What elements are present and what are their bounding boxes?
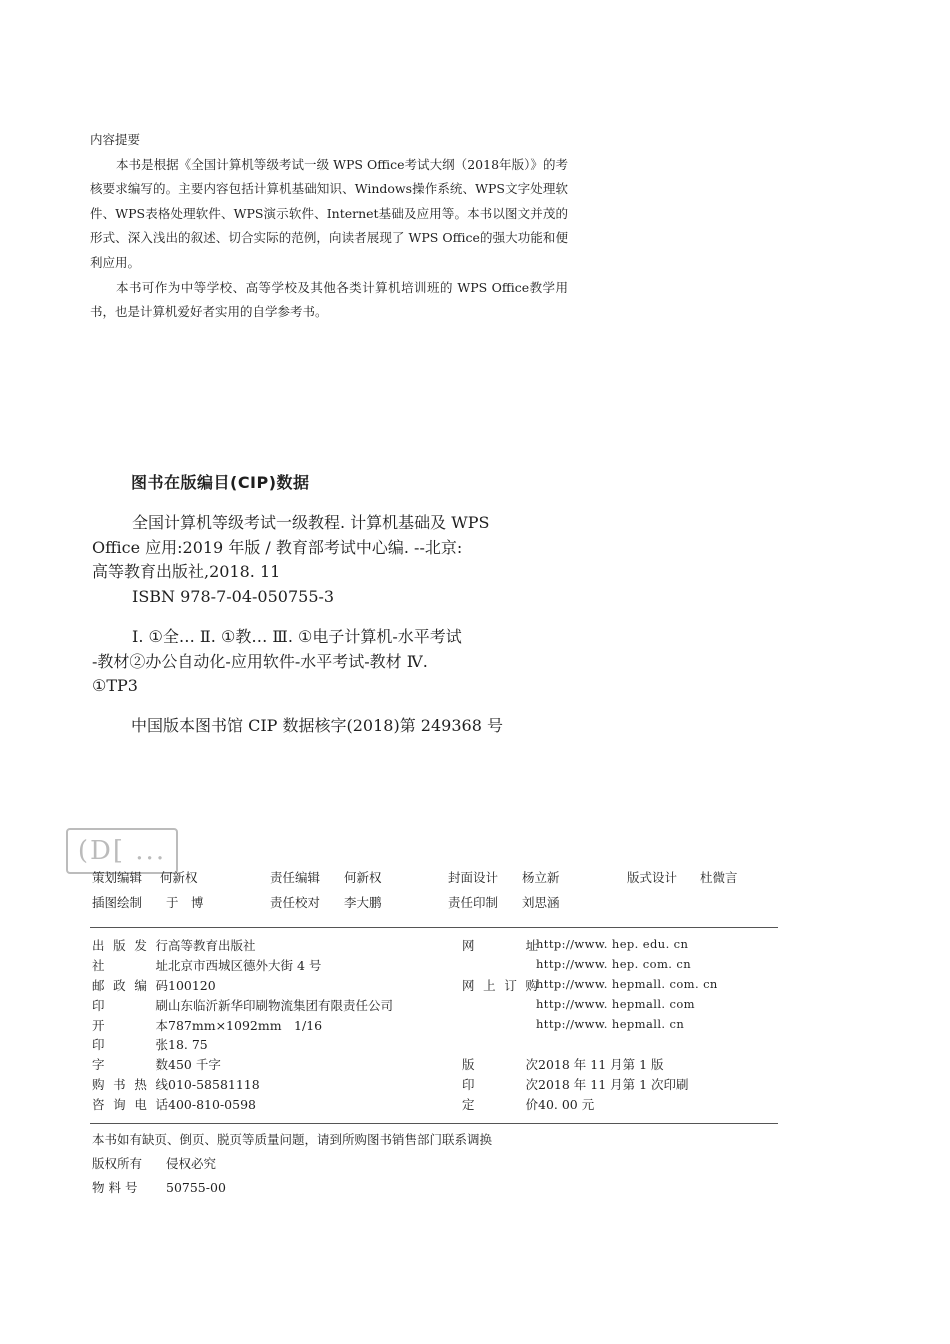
cip-line: 高等教育出版社,2018. 11 xyxy=(92,562,281,581)
info-price xyxy=(462,1095,594,1113)
credit-cover-design xyxy=(448,868,560,886)
abstract-heading: 内容提要 xyxy=(90,132,141,147)
footer-label: 版权所有 xyxy=(92,1156,143,1171)
credit-layout-design xyxy=(627,868,738,886)
info-value: 100120 xyxy=(168,978,216,993)
cip-number: 中国版本图书馆 CIP 数据核字(2018)第 249368 号 xyxy=(131,716,503,735)
info-label: 定 价 xyxy=(462,1097,538,1112)
info-hotline xyxy=(92,1075,260,1093)
info-label: 社 址 xyxy=(92,958,168,973)
info-printer xyxy=(92,996,393,1014)
info-format xyxy=(92,1016,322,1034)
info-label: 版 次 xyxy=(462,1057,538,1072)
info-word-count xyxy=(92,1055,221,1073)
info-website xyxy=(462,936,538,954)
footer-value: 侵权必究 xyxy=(166,1156,217,1171)
cip-line: Office 应用:2019 年版 / 教育部考试中心编. --北京: xyxy=(92,537,463,557)
cip-classification xyxy=(92,625,612,699)
credit-proofreading xyxy=(270,893,382,911)
credit-value: 李大鹏 xyxy=(344,895,382,910)
info-impression xyxy=(462,1075,689,1093)
info-online-order xyxy=(462,976,538,994)
abstract-paragraph-1: 本书是根据《全国计算机等级考试一级 WPS Office考试大纲（2018年版）》的考核要求编写的。主要内容包括计算机基础知识、Windows操作系统、WPS文字处理软件、WPS表格处理软件、WPS演示软件、Internet基础及应用等。本书以图文并茂的形式、深入浅出的叙述、切合实际的范例，向读者展现了 WPS Office的强大功能和便利应用。 xyxy=(90,156,568,270)
credit-value: 于 博 xyxy=(166,895,204,910)
cip-isbn: ISBN 978-7-04-050755-3 xyxy=(132,586,335,606)
credit-illustration xyxy=(92,893,204,911)
info-label: 出版发行 xyxy=(92,938,168,953)
info-sheets xyxy=(92,1035,208,1053)
credit-label: 责任印制 xyxy=(448,895,499,910)
info-value: 450 千字 xyxy=(168,1057,221,1072)
order-link-3[interactable]: http://www. hepmall. cn xyxy=(536,1017,685,1031)
order-link-2[interactable]: http://www. hepmall. com xyxy=(536,997,695,1011)
material-number-line xyxy=(92,1178,226,1196)
credit-value: 何新权 xyxy=(344,870,382,885)
info-label: 邮政编码 xyxy=(92,978,168,993)
cip-record xyxy=(92,511,562,609)
info-value: 400-810-0598 xyxy=(168,1097,256,1112)
stamp-text: (D[ ... xyxy=(77,836,167,866)
info-address xyxy=(92,956,321,974)
divider-bottom xyxy=(90,1123,778,1124)
info-label: 购书热线 xyxy=(92,1077,168,1092)
info-value: 山东临沂新华印刷物流集团有限责任公司 xyxy=(168,998,394,1013)
info-value: 010-58581118 xyxy=(168,1077,260,1092)
info-label: 网 址 xyxy=(462,938,538,953)
credit-value: 杜微言 xyxy=(700,870,738,885)
cip-line: ①TP3 xyxy=(92,676,138,695)
order-link-1[interactable]: http://www. hepmall. com. cn xyxy=(536,977,718,991)
info-edition xyxy=(462,1055,664,1073)
info-value: 北京市西城区德外大街 4 号 xyxy=(168,958,322,973)
website-link-2[interactable]: http://www. hep. com. cn xyxy=(536,957,692,971)
cip-line: 全国计算机等级考试一级教程. 计算机基础及 WPS xyxy=(132,513,490,532)
copyright-line xyxy=(92,1154,216,1172)
website-link-1[interactable]: http://www. hep. edu. cn xyxy=(536,937,689,951)
credit-label: 责任校对 xyxy=(270,895,321,910)
info-label: 网上订购 xyxy=(462,978,538,993)
cip-title: 图书在版编目(CIP)数据 xyxy=(131,473,310,492)
cip-line: Ⅰ. ①全… Ⅱ. ①教… Ⅲ. ①电子计算机-水平考试 xyxy=(132,627,462,646)
info-label: 咨询电话 xyxy=(92,1097,168,1112)
credit-planning-editor xyxy=(92,868,198,886)
info-value: 18. 75 xyxy=(168,1037,208,1052)
abstract-paragraph-2: 本书可作为中等学校、高等学校及其他各类计算机培训班的 WPS Office教学用书，也是计算机爱好者实用的自学参考书。 xyxy=(90,279,568,320)
info-label: 字 数 xyxy=(92,1057,168,1072)
info-label: 开 本 xyxy=(92,1018,168,1033)
info-publisher xyxy=(92,936,256,954)
cip-line: -教材②办公自动化-应用软件-水平考试-教材 Ⅳ. xyxy=(92,651,428,671)
info-value: 高等教育出版社 xyxy=(168,938,256,953)
info-postcode xyxy=(92,976,216,994)
info-label: 印 次 xyxy=(462,1077,538,1092)
credit-value: 刘思涵 xyxy=(522,895,560,910)
credit-label: 策划编辑 xyxy=(92,870,143,885)
credit-value: 何新权 xyxy=(160,870,198,885)
footer-label: 物 料 号 xyxy=(92,1180,138,1195)
credit-responsible-editor xyxy=(270,868,382,886)
footer-value: 50755-00 xyxy=(166,1180,226,1195)
quality-notice: 本书如有缺页、倒页、脱页等质量问题，请到所购图书销售部门联系调换 xyxy=(92,1132,493,1147)
abstract-section xyxy=(90,128,568,325)
credit-label: 封面设计 xyxy=(448,870,499,885)
info-value: 2018 年 11 月第 1 版 xyxy=(538,1057,664,1072)
credit-printing xyxy=(448,893,560,911)
credit-label: 插图绘制 xyxy=(92,895,143,910)
credit-label: 责任编辑 xyxy=(270,870,321,885)
info-consult xyxy=(92,1095,256,1113)
info-value: 787mm×1092mm 1/16 xyxy=(168,1018,323,1033)
info-label: 印 张 xyxy=(92,1037,168,1052)
info-value: 2018 年 11 月第 1 次印刷 xyxy=(538,1077,689,1092)
info-label: 印 刷 xyxy=(92,998,168,1013)
credit-value: 杨立新 xyxy=(522,870,560,885)
credit-label: 版式设计 xyxy=(627,870,678,885)
info-value: 40. 00 元 xyxy=(538,1097,595,1112)
divider-top xyxy=(90,927,778,928)
